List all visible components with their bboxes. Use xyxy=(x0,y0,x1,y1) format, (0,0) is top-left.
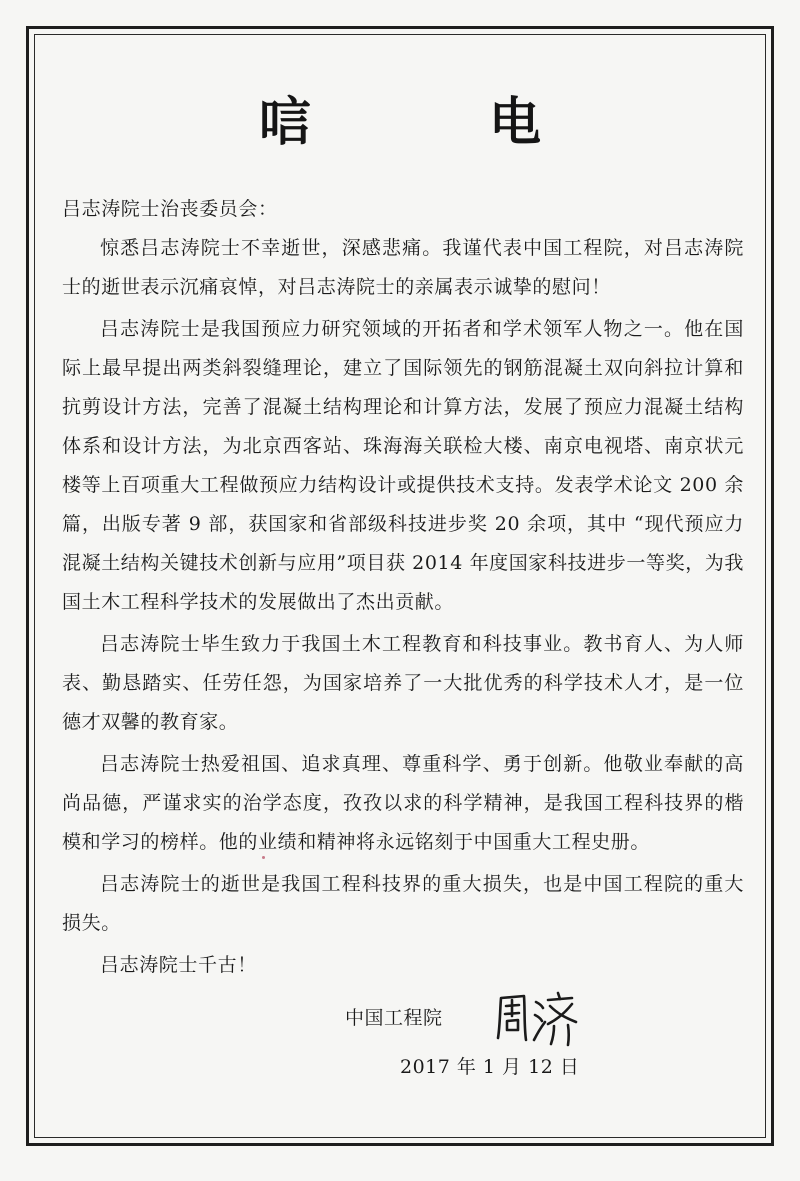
paper-speck xyxy=(262,856,265,859)
paragraph-education: 吕志涛院士毕生致力于我国土木工程教育和科技事业。教书育人、为人师表、勤恳踏实、任劳任怨，为国家培养了一大批优秀的科学技术人才，是一位德才双馨的教育家。 xyxy=(62,633,744,733)
paragraph-loss: 吕志涛院士的逝世是我国工程科技界的重大损失，也是中国工程院的重大损失。 xyxy=(62,873,744,934)
document-title: 唁 电 xyxy=(258,93,622,153)
sender-name: 中国工程院 xyxy=(345,1007,443,1029)
paragraph-achievements: 吕志涛院士是我国预应力研究领域的开拓者和学术领军人物之一。他在国际上最早提出两类斜裂缝理论，建立了国际领先的钢筋混凝土双向斜拉计算和抗剪设计方法，完善了混凝土结构理论和计算方法，发展了预应力混凝土结构体系和设计方法，为北京西客站、珠海海关联检大楼、南京电视塔、南京状元楼等上百项重大工程做预应力结构设计或提供技术支持。发表学术论文 200 余篇，出版专著 9 部，获国家和省部级科技进步奖 20 余项，其中 “现代预应力混凝土结构关键技术创新与应用”项目获 2014 年度国家科技进步一等奖，为我国土木工程科学技术的发展做出了杰出贡献。 xyxy=(62,318,744,613)
paragraph-condolence: 惊悉吕志涛院士不幸逝世，深感悲痛。我谨代表中国工程院，对吕志涛院士的逝世表示沉痛哀悼，对吕志涛院士的亲属表示诚挚的慰问！ xyxy=(62,237,744,298)
salutation: 吕志涛院士治丧委员会： xyxy=(62,198,278,220)
paragraph-character: 吕志涛院士热爱祖国、追求真理、尊重科学、勇于创新。他敬业奉献的高尚品德，严谨求实的治学态度，孜孜以求的科学精神，是我国工程科技界的楷模和学习的榜样。他的业绩和精神将永远铭刻于中国重大工程史册。 xyxy=(62,753,744,853)
letter-body xyxy=(62,190,744,988)
paragraph-farewell: 吕志涛院士千古！ xyxy=(100,954,257,976)
letter-date: 2017 年 1 月 12 日 xyxy=(400,1056,580,1078)
handwritten-signature xyxy=(488,988,588,1048)
